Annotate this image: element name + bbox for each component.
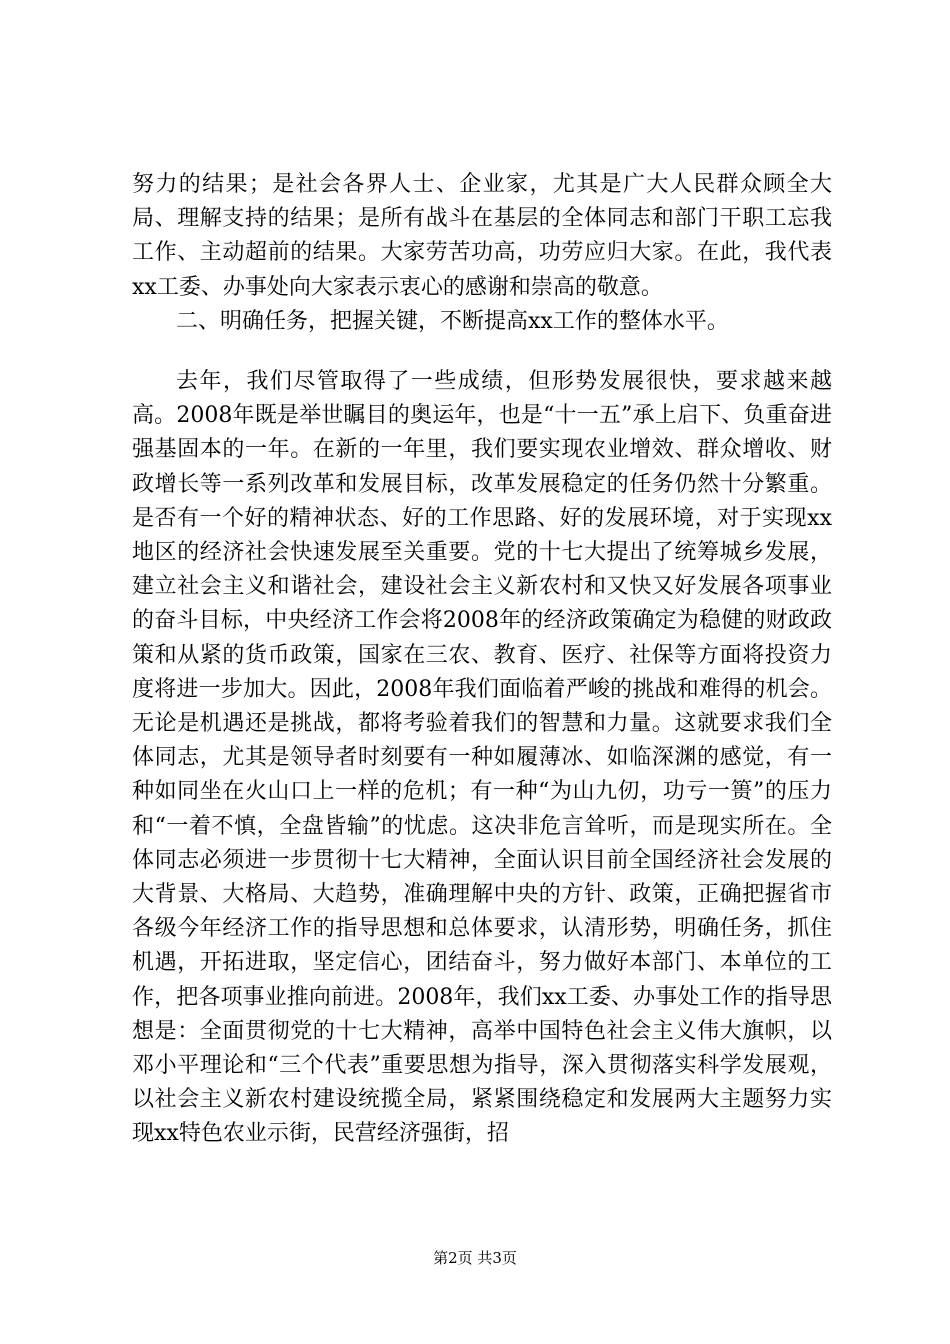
paragraph-main: 去年，我们尽管取得了一些成绩，但形势发展很快，要求越来越高。2008年既是举世瞩目的奥运年，也是“十一五”承上启下、负重奋进强基固本的一年。在新的一年里，我们要实现农业增效、群众增收、财政增长等一系列改革和发展目标，改革发展稳定的任务仍然十分繁重。是否有一个好的精神状态、好的工作思路、好的发展环境，对于实现xx地区的经济社会快速发展至关重要。党的十七大提出了统筹城乡发展，建立社会主义和谐社会，建设社会主义新农村和又快又好发展各项事业的奋斗目标，中央经济工作会将2008年的经济政策确定为稳健的财政政策和从紧的货币政策，国家在三农、教育、医疗、社保等方面将投资力度将进一步加大。因此，2008年我们面临着严峻的挑战和难得的机会。无论是机遇还是挑战，都将考验着我们的智慧和力量。这就要求我们全体同志，尤其是领导者时刻要有一种如履薄冰、如临深渊的感觉，有一种如同坐在火山口上一样的危机；有一种“为山九仞，功亏一篑”的压力和“一着不慎，全盘皆输”的忧虑。这决非危言耸听，而是现实所在。全体同志必须进一步贯彻十七大精神，全面认识目前全国经济社会发展的大背景、大格局、大趋势，准确理解中央的方针、政策，正确把握省市各级今年经济工作的指导思想和总体要求，认清形势，明确任务，抓住机遇，开拓进取，坚定信心，团结奋斗，努力做好本部门、本单位的工作，把各项事业推向前进。2008年，我们xx工委、办事处工作的指导思想是：全面贯彻党的十七大精神，高举中国特色社会主义伟大旗帜，以邓小平理论和“三个代表”重要思想为指导，深入贯彻落实科学发展观，以社会主义新农村建设统揽全局，紧紧围绕稳定和发展两大主题努力实现xx特色农业示街，民营经济强街，招 (132, 369, 832, 1147)
section-heading: 二、明确任务，把握关键，不断提高xx工作的整体水平。 (176, 308, 729, 334)
document-body (132, 168, 832, 1152)
page-footer: 第2页 共3页 (433, 1249, 517, 1267)
paragraph-continuation: 努力的结果；是社会各界人士、企业家，尤其是广大人民群众顾全大局、理解支持的结果；是所有战斗在基层的全体同志和部门干职工忘我工作、主动超前的结果。大家劳苦功高，功劳应归大家。在此，我代表xx工委、办事处向大家表示衷心的感谢和崇高的敬意。 (132, 172, 832, 300)
